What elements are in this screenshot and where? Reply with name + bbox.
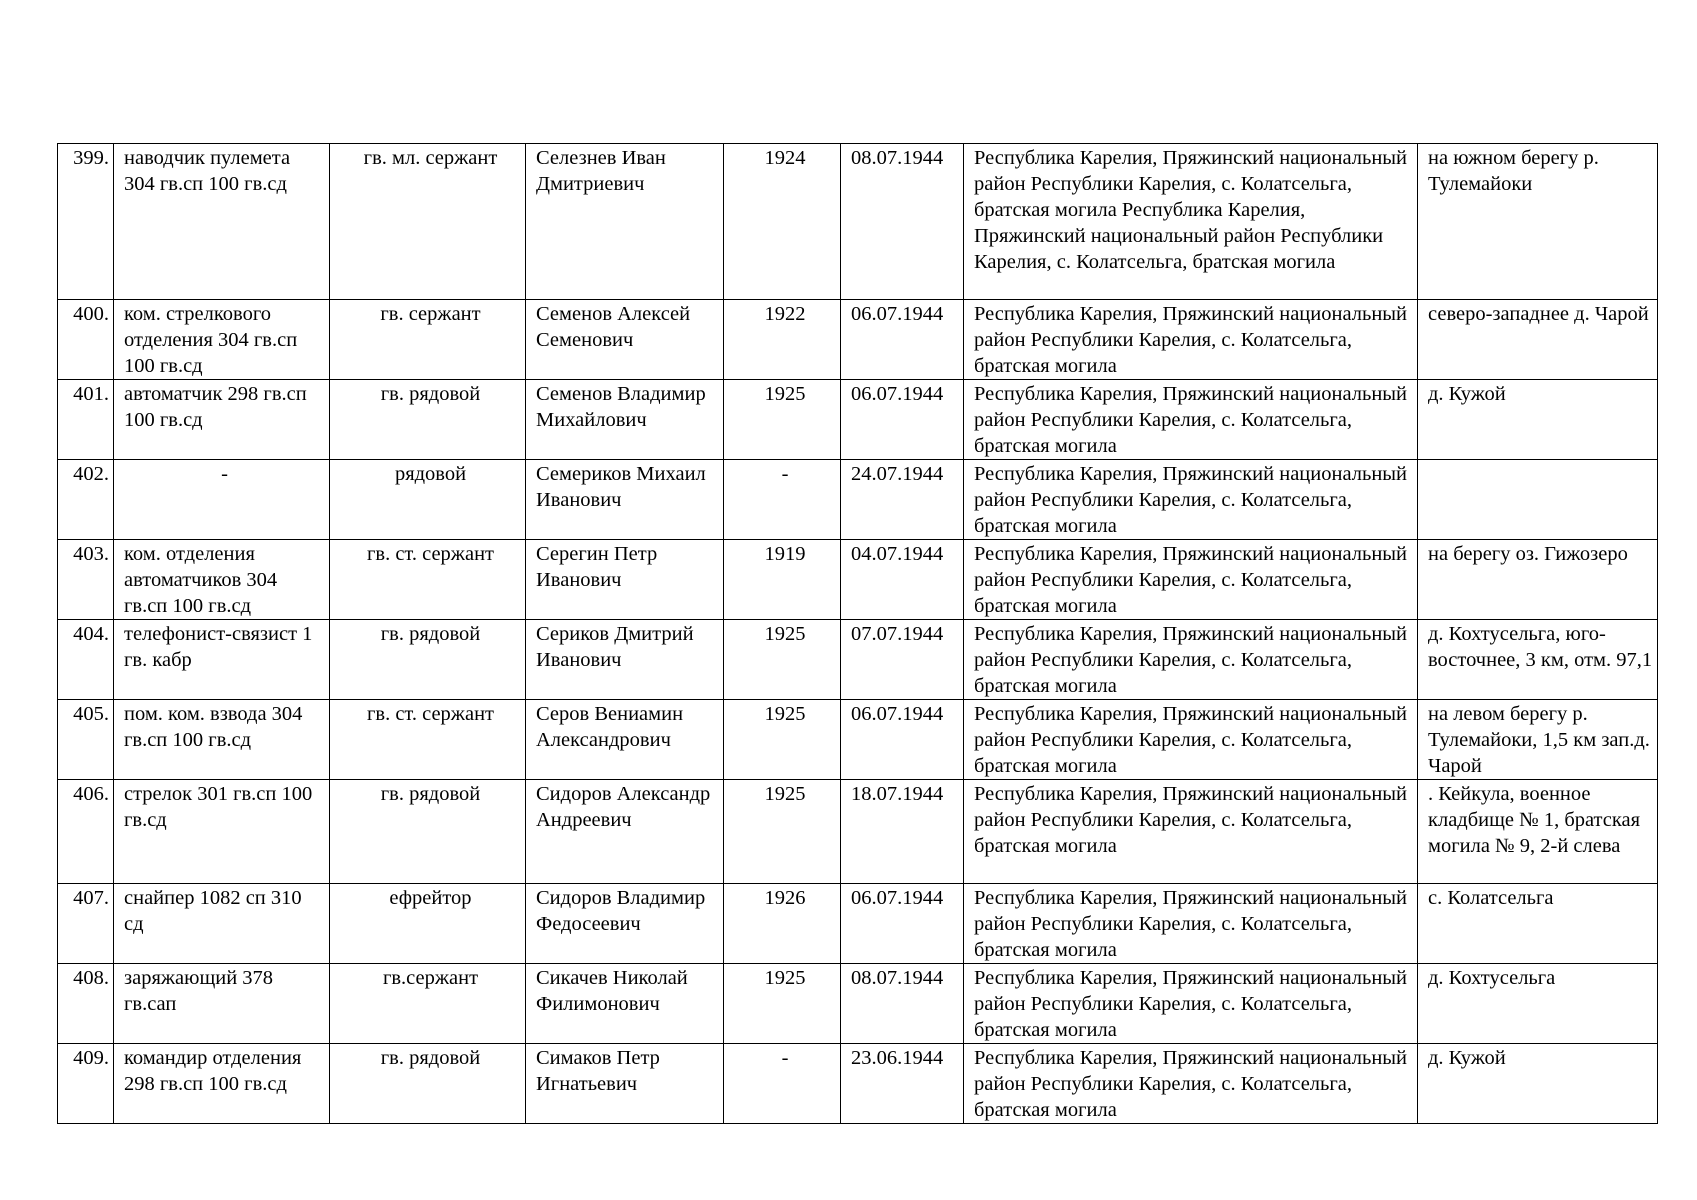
name-cell: Серов Вениамин Александрович bbox=[526, 700, 724, 780]
death-place-cell: северо-западнее д. Чарой bbox=[1418, 300, 1658, 380]
death-date-cell: 04.07.1944 bbox=[841, 540, 964, 620]
unit-cell: стрелок 301 гв.сп 100 гв.сд bbox=[114, 780, 330, 884]
rank-cell: гв.сержант bbox=[330, 964, 526, 1044]
burial-place-cell: Республика Карелия, Пряжинский национальный район Республики Карелия, с. Колатсельга, братская могила Республика Карелия, Пряжинский национальный район Республики Карелия, с. Колатсельга, братская могила bbox=[964, 144, 1418, 300]
death-date-cell: 18.07.1944 bbox=[841, 780, 964, 884]
birth-year-cell: - bbox=[724, 1044, 841, 1124]
unit-cell: наводчик пулемета 304 гв.сп 100 гв.сд bbox=[114, 144, 330, 300]
birth-year-cell: 1924 bbox=[724, 144, 841, 300]
birth-year-cell: - bbox=[724, 460, 841, 540]
name-cell: Семериков Михаил Иванович bbox=[526, 460, 724, 540]
rank-cell: рядовой bbox=[330, 460, 526, 540]
table-row bbox=[58, 1044, 1658, 1124]
table-row bbox=[58, 300, 1658, 380]
unit-cell: ком. стрелкового отделения 304 гв.сп 100 гв.сд bbox=[114, 300, 330, 380]
unit-cell: заряжающий 378 гв.сап bbox=[114, 964, 330, 1044]
rank-cell: гв. рядовой bbox=[330, 780, 526, 884]
table-row bbox=[58, 540, 1658, 620]
name-cell: Сериков Дмитрий Иванович bbox=[526, 620, 724, 700]
birth-year-cell: 1925 bbox=[724, 780, 841, 884]
table-row bbox=[58, 620, 1658, 700]
row-number: 402. bbox=[58, 460, 114, 540]
unit-cell: - bbox=[114, 460, 330, 540]
row-number: 400. bbox=[58, 300, 114, 380]
unit-cell: телефонист-связист 1 гв. кабр bbox=[114, 620, 330, 700]
table-row bbox=[58, 780, 1658, 884]
table-row bbox=[58, 964, 1658, 1044]
row-number: 401. bbox=[58, 380, 114, 460]
table-body bbox=[58, 144, 1658, 1124]
death-date-cell: 06.07.1944 bbox=[841, 884, 964, 964]
burial-place-cell: Республика Карелия, Пряжинский национальный район Республики Карелия, с. Колатсельга, братская могила bbox=[964, 620, 1418, 700]
rank-cell: гв. ст. сержант bbox=[330, 540, 526, 620]
death-place-cell: с. Колатсельга bbox=[1418, 884, 1658, 964]
table-row bbox=[58, 884, 1658, 964]
birth-year-cell: 1919 bbox=[724, 540, 841, 620]
rank-cell: гв. ст. сержант bbox=[330, 700, 526, 780]
unit-cell: пом. ком. взвода 304 гв.сп 100 гв.сд bbox=[114, 700, 330, 780]
name-cell: Сидоров Владимир Федосеевич bbox=[526, 884, 724, 964]
name-cell: Серегин Петр Иванович bbox=[526, 540, 724, 620]
death-place-cell: на южном берегу р. Тулемайоки bbox=[1418, 144, 1658, 300]
row-number: 407. bbox=[58, 884, 114, 964]
death-date-cell: 08.07.1944 bbox=[841, 964, 964, 1044]
death-place-cell: . Кейкула, военное кладбище № 1, братская могила № 9, 2-й слева bbox=[1418, 780, 1658, 884]
name-cell: Семенов Алексей Семенович bbox=[526, 300, 724, 380]
table-row bbox=[58, 380, 1658, 460]
unit-cell: автоматчик 298 гв.сп 100 гв.сд bbox=[114, 380, 330, 460]
birth-year-cell: 1925 bbox=[724, 700, 841, 780]
birth-year-cell: 1926 bbox=[724, 884, 841, 964]
row-number: 399. bbox=[58, 144, 114, 300]
death-place-cell: д. Кужой bbox=[1418, 380, 1658, 460]
death-date-cell: 08.07.1944 bbox=[841, 144, 964, 300]
rank-cell: ефрейтор bbox=[330, 884, 526, 964]
death-date-cell: 23.06.1944 bbox=[841, 1044, 964, 1124]
burial-place-cell: Республика Карелия, Пряжинский национальный район Республики Карелия, с. Колатсельга, братская могила bbox=[964, 300, 1418, 380]
death-date-cell: 06.07.1944 bbox=[841, 700, 964, 780]
name-cell: Симаков Петр Игнатьевич bbox=[526, 1044, 724, 1124]
table-row bbox=[58, 700, 1658, 780]
burial-records-table bbox=[57, 143, 1658, 1124]
table-row bbox=[58, 460, 1658, 540]
rank-cell: гв. сержант bbox=[330, 300, 526, 380]
row-number: 406. bbox=[58, 780, 114, 884]
unit-cell: ком. отделения автоматчиков 304 гв.сп 100 гв.сд bbox=[114, 540, 330, 620]
birth-year-cell: 1925 bbox=[724, 380, 841, 460]
row-number: 405. bbox=[58, 700, 114, 780]
death-date-cell: 06.07.1944 bbox=[841, 380, 964, 460]
table-row bbox=[58, 144, 1658, 300]
burial-place-cell: Республика Карелия, Пряжинский национальный район Республики Карелия, с. Колатсельга, братская могила bbox=[964, 540, 1418, 620]
rank-cell: гв. рядовой bbox=[330, 620, 526, 700]
birth-year-cell: 1922 bbox=[724, 300, 841, 380]
rank-cell: гв. рядовой bbox=[330, 1044, 526, 1124]
name-cell: Сикачев Николай Филимонович bbox=[526, 964, 724, 1044]
row-number: 408. bbox=[58, 964, 114, 1044]
burial-place-cell: Республика Карелия, Пряжинский национальный район Республики Карелия, с. Колатсельга, братская могила bbox=[964, 1044, 1418, 1124]
death-place-cell: д. Кохтусельга bbox=[1418, 964, 1658, 1044]
death-place-cell: на левом берегу р. Тулемайоки, 1,5 км зап.д. Чарой bbox=[1418, 700, 1658, 780]
death-date-cell: 07.07.1944 bbox=[841, 620, 964, 700]
name-cell: Сидоров Александр Андреевич bbox=[526, 780, 724, 884]
row-number: 404. bbox=[58, 620, 114, 700]
burial-place-cell: Республика Карелия, Пряжинский национальный район Республики Карелия, с. Колатсельга, братская могила bbox=[964, 884, 1418, 964]
name-cell: Селезнев Иван Дмитриевич bbox=[526, 144, 724, 300]
birth-year-cell: 1925 bbox=[724, 964, 841, 1044]
name-cell: Семенов Владимир Михайлович bbox=[526, 380, 724, 460]
row-number: 409. bbox=[58, 1044, 114, 1124]
rank-cell: гв. рядовой bbox=[330, 380, 526, 460]
row-number: 403. bbox=[58, 540, 114, 620]
death-place-cell: д. Кужой bbox=[1418, 1044, 1658, 1124]
burial-place-cell: Республика Карелия, Пряжинский национальный район Республики Карелия, с. Колатсельга, братская могила bbox=[964, 380, 1418, 460]
death-place-cell: д. Кохтусельга, юго-восточнее, 3 км, отм. 97,1 bbox=[1418, 620, 1658, 700]
burial-place-cell: Республика Карелия, Пряжинский национальный район Республики Карелия, с. Колатсельга, братская могила bbox=[964, 964, 1418, 1044]
birth-year-cell: 1925 bbox=[724, 620, 841, 700]
death-place-cell: на берегу оз. Гижозеро bbox=[1418, 540, 1658, 620]
rank-cell: гв. мл. сержант bbox=[330, 144, 526, 300]
death-date-cell: 06.07.1944 bbox=[841, 300, 964, 380]
burial-place-cell: Республика Карелия, Пряжинский национальный район Республики Карелия, с. Колатсельга, братская могила bbox=[964, 460, 1418, 540]
burial-place-cell: Республика Карелия, Пряжинский национальный район Республики Карелия, с. Колатсельга, братская могила bbox=[964, 780, 1418, 884]
death-place-cell bbox=[1418, 460, 1658, 540]
unit-cell: снайпер 1082 сп 310 сд bbox=[114, 884, 330, 964]
death-date-cell: 24.07.1944 bbox=[841, 460, 964, 540]
unit-cell: командир отделения 298 гв.сп 100 гв.сд bbox=[114, 1044, 330, 1124]
burial-place-cell: Республика Карелия, Пряжинский национальный район Республики Карелия, с. Колатсельга, братская могила bbox=[964, 700, 1418, 780]
